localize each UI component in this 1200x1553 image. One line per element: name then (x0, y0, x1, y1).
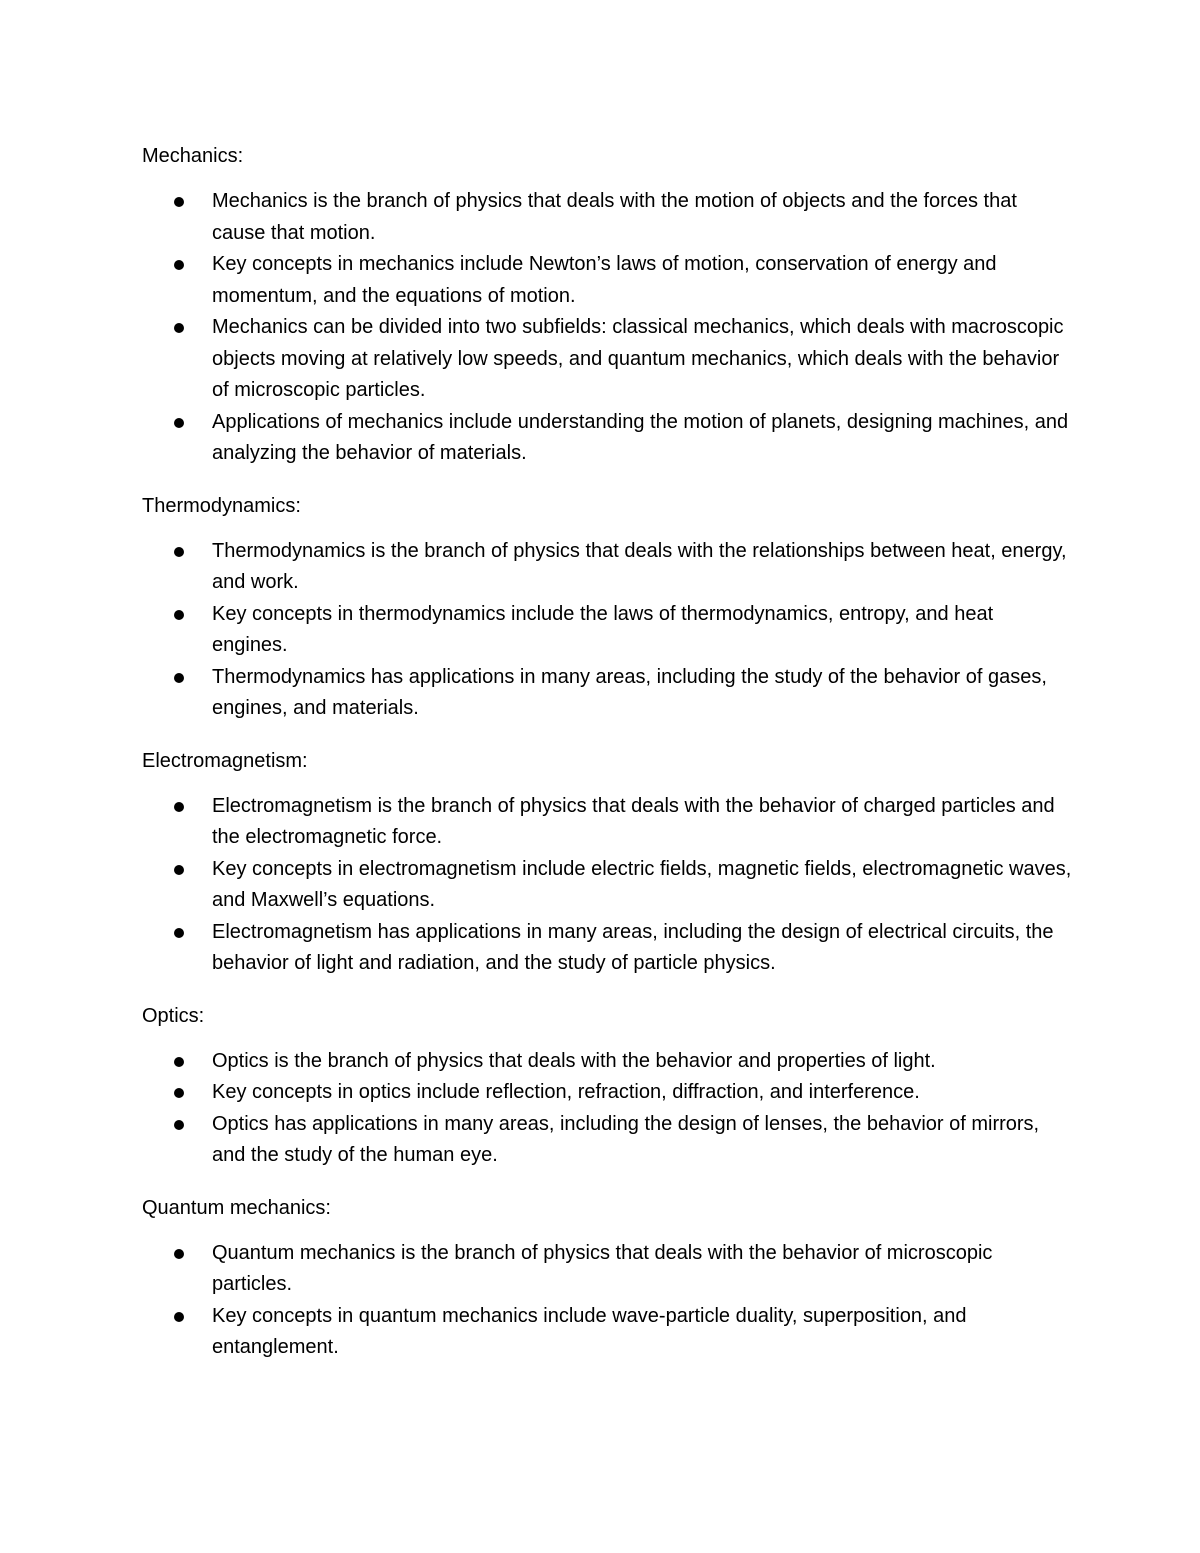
section-heading: Electromagnetism: (142, 749, 308, 772)
bullet-icon (174, 197, 184, 207)
bullet-list (142, 1046, 1072, 1172)
bullet-text: Electromagnetism has applications in many areas, including the design of electrical circuits, the behavior of light and radiation, and the study of particle physics. (212, 920, 1054, 974)
section-heading: Mechanics: (142, 145, 244, 167)
bullet-icon (174, 1120, 184, 1130)
bullet-icon (174, 865, 184, 875)
list-item (142, 917, 1072, 980)
bullet-text: Electromagnetism is the branch of physics that deals with the behavior of charged particles and the electromagnetic force. (212, 794, 1055, 848)
bullet-text: Key concepts in quantum mechanics include wave-particle duality, superposition, and entanglement. (212, 1304, 967, 1358)
list-item (142, 1238, 1072, 1301)
list-item (142, 1301, 1072, 1364)
section-heading: Optics: (142, 1004, 205, 1027)
list-item (142, 249, 1072, 312)
bullet-list (142, 186, 1072, 470)
list-item (142, 1046, 1072, 1078)
section-mechanics (142, 140, 1072, 470)
bullet-text: Thermodynamics is the branch of physics that deals with the relationships between heat, energy, and work. (212, 539, 1067, 593)
list-item (142, 599, 1072, 662)
document-content (142, 140, 1072, 1384)
section-thermodynamics (142, 490, 1072, 725)
section-heading: Quantum mechanics: (142, 1196, 331, 1219)
bullet-text: Applications of mechanics include understanding the motion of planets, designing machines, and analyzing the behavior of materials. (212, 410, 1069, 464)
list-item (142, 854, 1072, 917)
bullet-text: Key concepts in electromagnetism include electric fields, magnetic fields, electromagnetic waves, and Maxwell’s equations. (212, 857, 1072, 911)
bullet-text: Mechanics is the branch of physics that deals with the motion of objects and the forces that cause that motion. (212, 190, 1017, 244)
bullet-icon (174, 1057, 184, 1067)
section-optics (142, 1000, 1072, 1172)
bullet-text: Key concepts in thermodynamics include the laws of thermodynamics, entropy, and heat engines. (212, 602, 994, 656)
list-item (142, 791, 1072, 854)
bullet-list (142, 1238, 1072, 1364)
bullet-list (142, 791, 1072, 980)
bullet-icon (174, 802, 184, 812)
bullet-icon (174, 1088, 184, 1098)
section-heading: Thermodynamics: (142, 494, 301, 517)
bullet-icon (174, 610, 184, 620)
bullet-text: Quantum mechanics is the branch of physics that deals with the behavior of microscopic particles. (212, 1241, 993, 1295)
section-quantum-mechanics (142, 1192, 1072, 1364)
bullet-icon (174, 1249, 184, 1259)
list-item (142, 312, 1072, 407)
bullet-text: Optics is the branch of physics that deals with the behavior and properties of light. (212, 1049, 936, 1072)
bullet-text: Key concepts in mechanics include Newton’s laws of motion, conservation of energy and momentum, and the equations of motion. (212, 253, 997, 307)
bullet-list (142, 536, 1072, 725)
bullet-text: Key concepts in optics include reflection, refraction, diffraction, and interference. (212, 1081, 920, 1103)
bullet-text: Thermodynamics has applications in many areas, including the study of the behavior of gases, engines, and materials. (212, 665, 1047, 719)
list-item (142, 536, 1072, 599)
section-electromagnetism (142, 745, 1072, 980)
bullet-icon (174, 418, 184, 428)
bullet-icon (174, 547, 184, 557)
list-item (142, 1077, 1072, 1109)
bullet-text: Mechanics can be divided into two subfields: classical mechanics, which deals with macroscopic objects moving at relatively low speeds, and quantum mechanics, which deals with the behavior of microscopic particles. (212, 316, 1064, 401)
bullet-text: Optics has applications in many areas, including the design of lenses, the behavior of mirrors, and the study of the human eye. (212, 1112, 1040, 1166)
bullet-icon (174, 1312, 184, 1322)
bullet-icon (174, 323, 184, 333)
list-item (142, 186, 1072, 249)
bullet-icon (174, 260, 184, 270)
bullet-icon (174, 673, 184, 683)
list-item (142, 1109, 1072, 1172)
bullet-icon (174, 928, 184, 938)
list-item (142, 407, 1072, 470)
list-item (142, 662, 1072, 725)
